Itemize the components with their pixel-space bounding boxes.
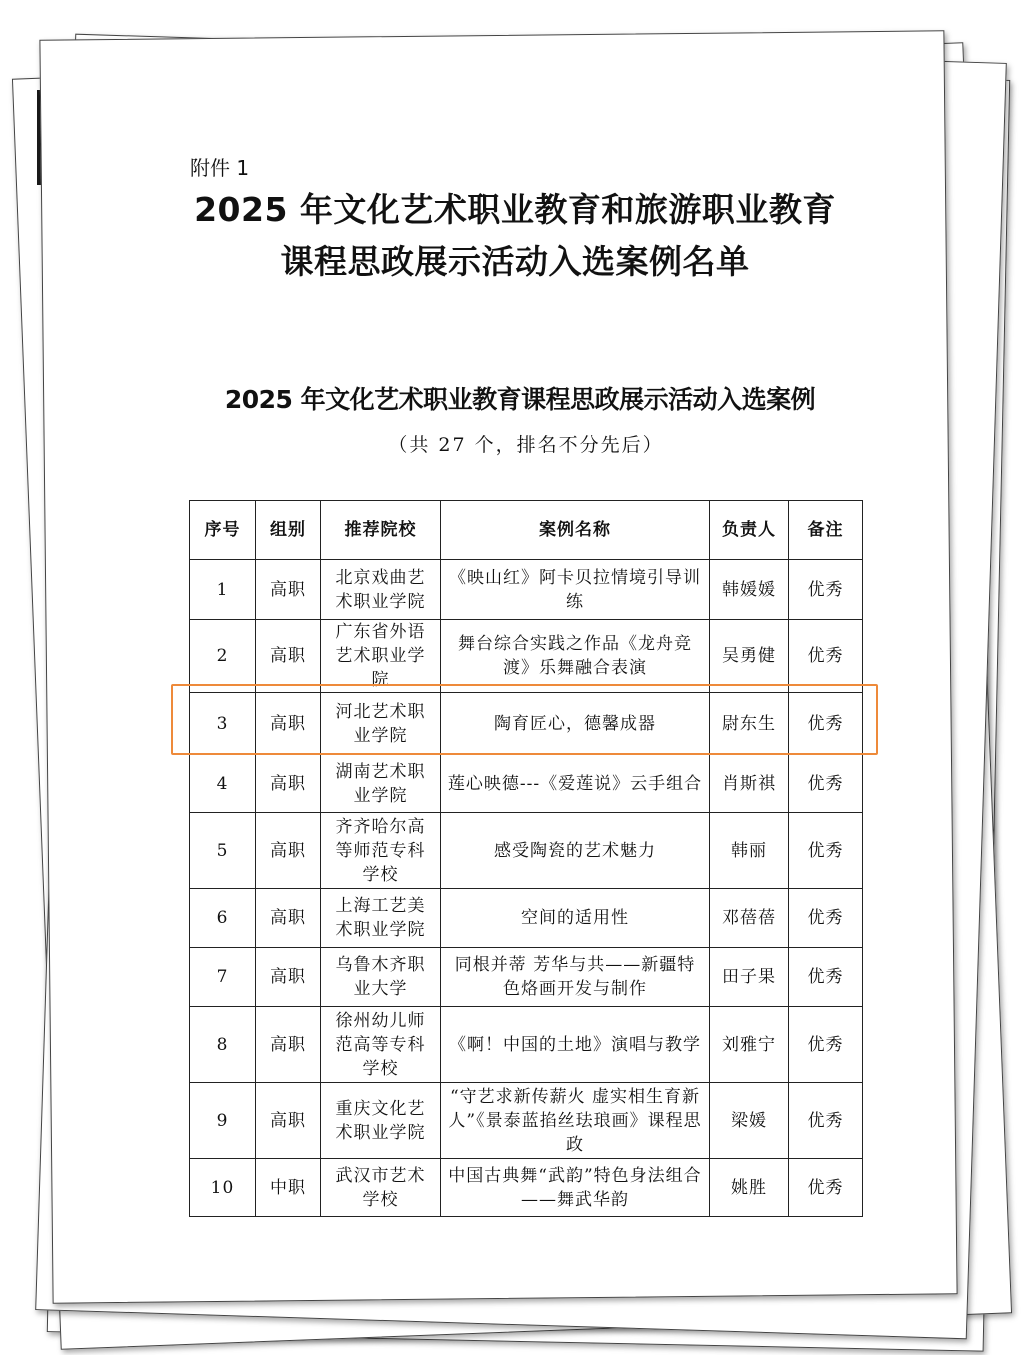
cell-school: 广东省外语艺术职业学院 [321, 620, 441, 693]
cell-school: 北京戏曲艺术职业学院 [321, 560, 441, 620]
table-row [190, 1083, 863, 1159]
cell-group: 高职 [256, 560, 321, 620]
header-school: 推荐院校 [321, 501, 441, 560]
cell-note: 优秀 [789, 813, 863, 889]
table-header-row [190, 501, 863, 560]
cell-leader: 吴勇健 [710, 620, 789, 693]
cell-leader: 尉东生 [710, 693, 789, 755]
cell-note: 优秀 [789, 1083, 863, 1159]
cell-case: 空间的适用性 [441, 889, 710, 948]
cell-school: 武汉市艺术学校 [321, 1159, 441, 1217]
cell-leader: 韩丽 [710, 813, 789, 889]
cell-note: 优秀 [789, 1159, 863, 1217]
cell-seq: 7 [190, 948, 256, 1007]
header-leader: 负责人 [710, 501, 789, 560]
table-row [190, 560, 863, 620]
cell-case: 陶育匠心，德馨成器 [441, 693, 710, 755]
row-highlight-box [171, 684, 878, 755]
main-title-line-2: 课程思政展示活动入选案例名单 [280, 242, 750, 281]
cell-leader: 邓蓓蓓 [710, 889, 789, 948]
cell-group: 高职 [256, 620, 321, 693]
cell-case: 同根并蒂 芳华与共——新疆特色烙画开发与制作 [441, 948, 710, 1007]
cell-note: 优秀 [789, 755, 863, 813]
cell-seq: 1 [190, 560, 256, 620]
cell-group: 高职 [256, 1083, 321, 1159]
cell-case: 《映山红》阿卡贝拉情境引导训练 [441, 560, 710, 620]
cell-group: 中职 [256, 1159, 321, 1217]
cell-note: 优秀 [789, 620, 863, 693]
cell-group: 高职 [256, 948, 321, 1007]
cell-leader: 肖斯祺 [710, 755, 789, 813]
table-row [190, 1007, 863, 1083]
cell-note: 优秀 [789, 889, 863, 948]
table-row [190, 889, 863, 948]
cell-group: 高职 [256, 755, 321, 813]
cell-group: 高职 [256, 813, 321, 889]
cell-leader: 刘雅宁 [710, 1007, 789, 1083]
cell-seq: 2 [190, 620, 256, 693]
cell-note: 优秀 [789, 948, 863, 1007]
cell-case: “守艺求新传薪火 虚实相生育新人”《景泰蓝掐丝珐琅画》课程思政 [441, 1083, 710, 1159]
cell-seq: 5 [190, 813, 256, 889]
header-seq: 序号 [190, 501, 256, 560]
cell-note: 优秀 [789, 560, 863, 620]
cell-school: 河北艺术职业学院 [321, 693, 441, 755]
table-row [190, 1159, 863, 1217]
table-row [190, 755, 863, 813]
header-case: 案例名称 [441, 501, 710, 560]
table-row [190, 813, 863, 889]
cell-school: 上海工艺美术职业学院 [321, 889, 441, 948]
table-row [190, 620, 863, 693]
cell-seq: 10 [190, 1159, 256, 1217]
cell-group: 高职 [256, 1007, 321, 1083]
cell-leader: 姚胜 [710, 1159, 789, 1217]
cell-school: 齐齐哈尔高等师范专科学校 [321, 813, 441, 889]
cell-group: 高职 [256, 693, 321, 755]
cell-case: 中国古典舞“武韵”特色身法组合——舞武华韵 [441, 1159, 710, 1217]
section-note: （共 27 个，排名不分先后） [388, 434, 664, 456]
cell-case: 感受陶瓷的艺术魅力 [441, 813, 710, 889]
cell-note: 优秀 [789, 1007, 863, 1083]
cell-school: 湖南艺术职业学院 [321, 755, 441, 813]
header-note: 备注 [789, 501, 863, 560]
cell-school: 徐州幼儿师范高等专科学校 [321, 1007, 441, 1083]
cell-seq: 8 [190, 1007, 256, 1083]
attachment-label: 附件 1 [190, 156, 250, 180]
cell-seq: 9 [190, 1083, 256, 1159]
section-title: 2025 年文化艺术职业教育课程思政展示活动入选案例 [224, 385, 816, 414]
cell-leader: 田子果 [710, 948, 789, 1007]
cell-seq: 4 [190, 755, 256, 813]
header-group: 组别 [256, 501, 321, 560]
main-title-line-1: 2025 年文化艺术职业教育和旅游职业教育 [194, 190, 836, 229]
cell-case: 舞台综合实践之作品《龙舟竞渡》乐舞融合表演 [441, 620, 710, 693]
cell-case: 《啊！中国的土地》演唱与教学 [441, 1007, 710, 1083]
cell-leader: 梁媛 [710, 1083, 789, 1159]
cell-seq: 3 [190, 693, 256, 755]
table-row [190, 948, 863, 1007]
cell-school: 乌鲁木齐职业大学 [321, 948, 441, 1007]
cell-leader: 韩媛媛 [710, 560, 789, 620]
cell-school: 重庆文化艺术职业学院 [321, 1083, 441, 1159]
cases-table [189, 500, 863, 1217]
cell-group: 高职 [256, 889, 321, 948]
cell-seq: 6 [190, 889, 256, 948]
cell-note: 优秀 [789, 693, 863, 755]
cell-case: 莲心映德---《爱莲说》云手组合 [441, 755, 710, 813]
